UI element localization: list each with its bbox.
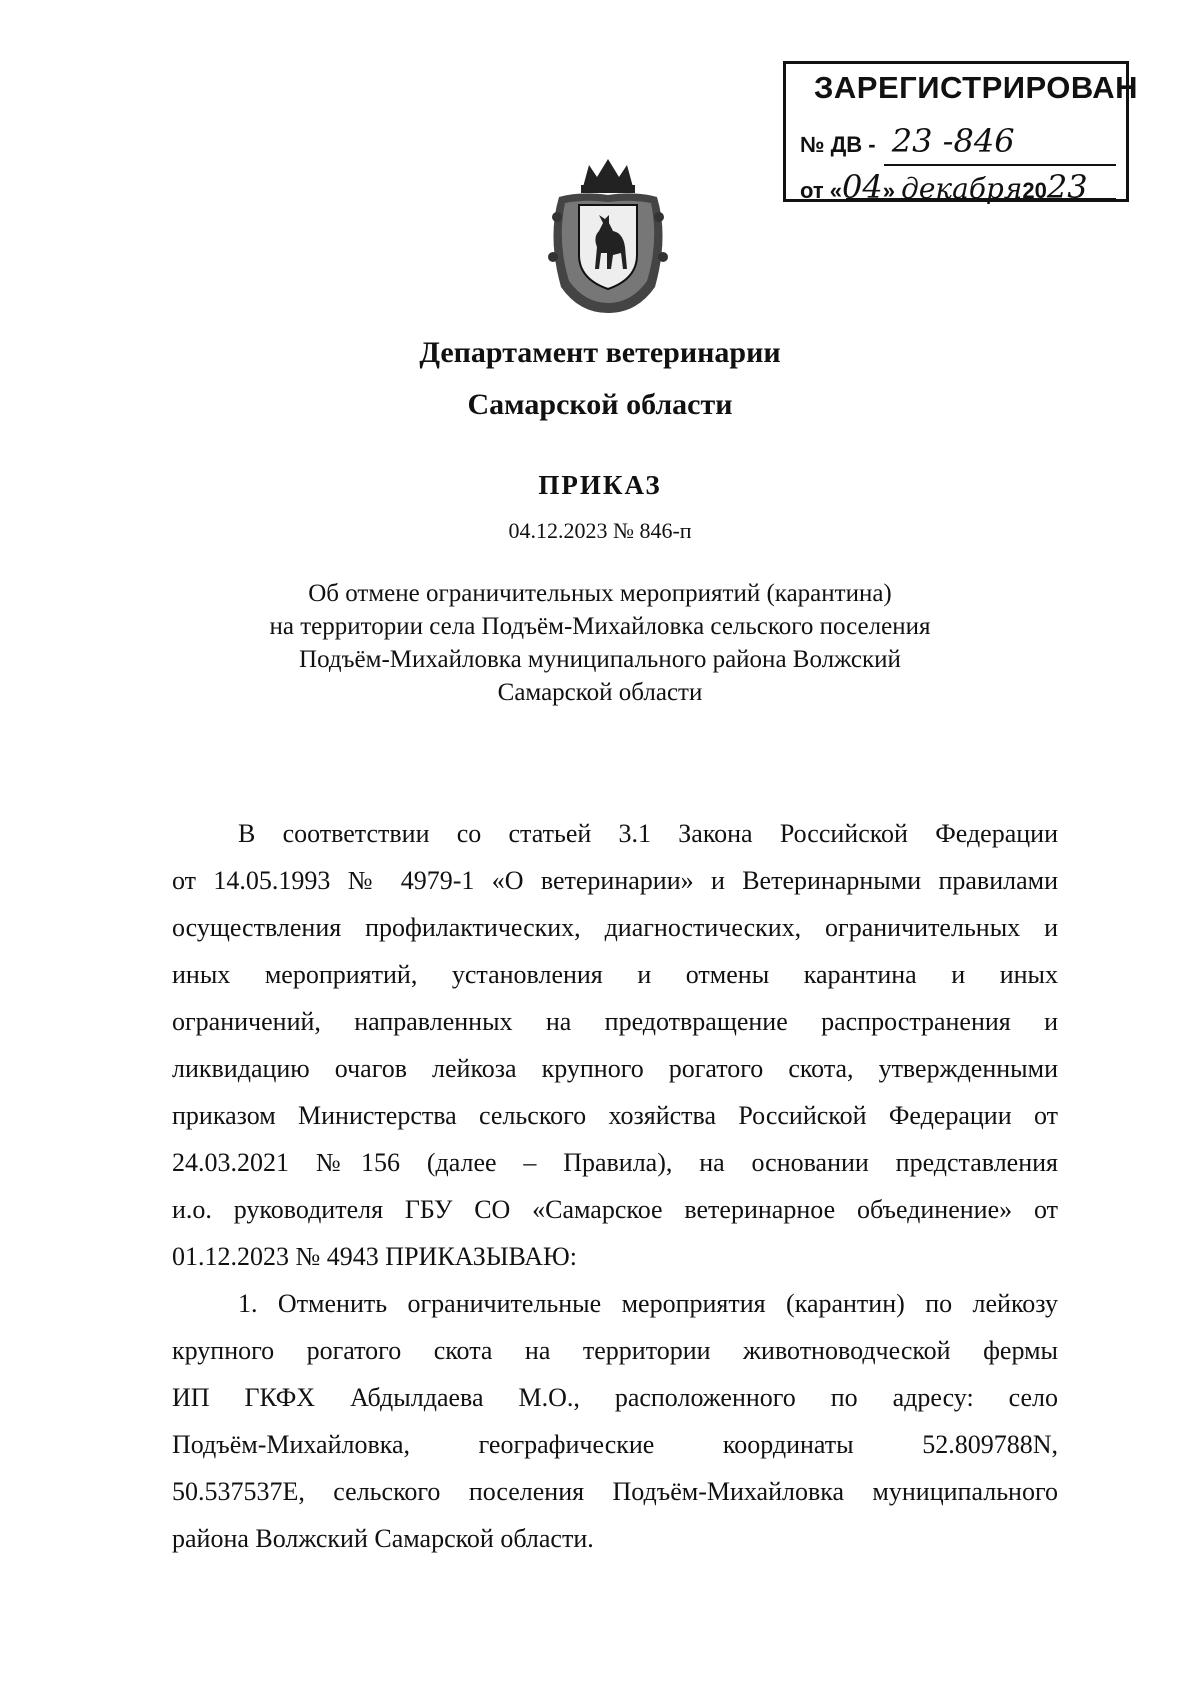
order-title: ПРИКАЗ — [538, 470, 662, 500]
stamp-month-handwritten: декабря — [901, 172, 1023, 205]
order-number: 04.12.2023 № 846-п — [508, 518, 692, 543]
body-line: 50.537537Е, сельского поселения Подъём-Михайловка муниципального — [172, 1477, 1058, 1506]
department-name-line1: Департамент ветеринарии — [419, 336, 781, 369]
stamp-date-mid: » — [882, 178, 895, 203]
registration-stamp — [783, 61, 1139, 206]
stamp-number-prefix: № ДВ - — [800, 132, 876, 157]
stamp-number-row — [800, 122, 1015, 160]
body-line: В соответствии со статьей 3.1 Закона Российской Федерации — [238, 819, 1058, 848]
stamp-day-handwritten: 04 — [842, 168, 883, 206]
body-line: района Волжский Самарской области. — [172, 1524, 594, 1553]
stamp-number-handwritten: 23 -846 — [891, 122, 1015, 160]
body-line: Подъём-Михайловка, географические координаты 52.809788N, — [172, 1430, 1058, 1459]
stamp-year-prefix: 20 — [1022, 178, 1047, 203]
body-line: крупного рогатого скота на территории животноводческой фермы — [172, 1336, 1058, 1365]
body-line: ограничений, направленных на предотвращение распространения и — [172, 1007, 1058, 1036]
body-line: иных мероприятий, установления и отмены карантина и иных — [172, 960, 1058, 989]
subject-line: на территории села Подъём-Михайловка сельского поселения — [269, 613, 931, 640]
stamp-title: ЗАРЕГИСТРИРОВАН — [814, 70, 1139, 105]
subject-line: Об отмене ограничительных мероприятий (карантина) — [308, 580, 892, 607]
body-line: приказом Министерства сельского хозяйства Российской Федерации от — [172, 1101, 1058, 1130]
stamp-year-handwritten: 23 — [1046, 168, 1088, 206]
body-line: от 14.05.1993 № 4979-1 «О ветеринарии» и Ветеринарными правилами — [172, 866, 1058, 895]
body-line: ИП ГКФХ Абдылдаева М.О., расположенного по адресу: село — [172, 1383, 1058, 1412]
stamp-number-underline — [884, 164, 1116, 166]
body-line: 1. Отменить ограничительные мероприятия (карантин) по лейкозу — [238, 1289, 1058, 1318]
stamp-date-prefix: от « — [800, 178, 843, 203]
subject-line: Самарской области — [497, 679, 703, 706]
body-line: ликвидацию очагов лейкоза крупного рогатого скота, утвержденными — [172, 1054, 1058, 1083]
subject-line: Подъём-Михайловка муниципального района Волжский — [299, 646, 901, 673]
body-line: осуществления профилактических, диагностических, ограничительных и — [172, 913, 1058, 942]
stamp-date-row — [800, 168, 1088, 206]
body-line: 24.03.2021 №156 (далее – Правила), на основании представления — [172, 1148, 1058, 1177]
stamp-date-underline — [846, 198, 1116, 200]
department-name-line2: Самарской области — [467, 388, 733, 421]
samara-coat-of-arms-icon — [539, 157, 677, 315]
body-line: и.о. руководителя ГБУ СО «Самарское ветеринарное объединение» от — [172, 1195, 1058, 1224]
body-line: 01.12.2023 № 4943 ПРИКАЗЫВАЮ: — [172, 1242, 577, 1271]
